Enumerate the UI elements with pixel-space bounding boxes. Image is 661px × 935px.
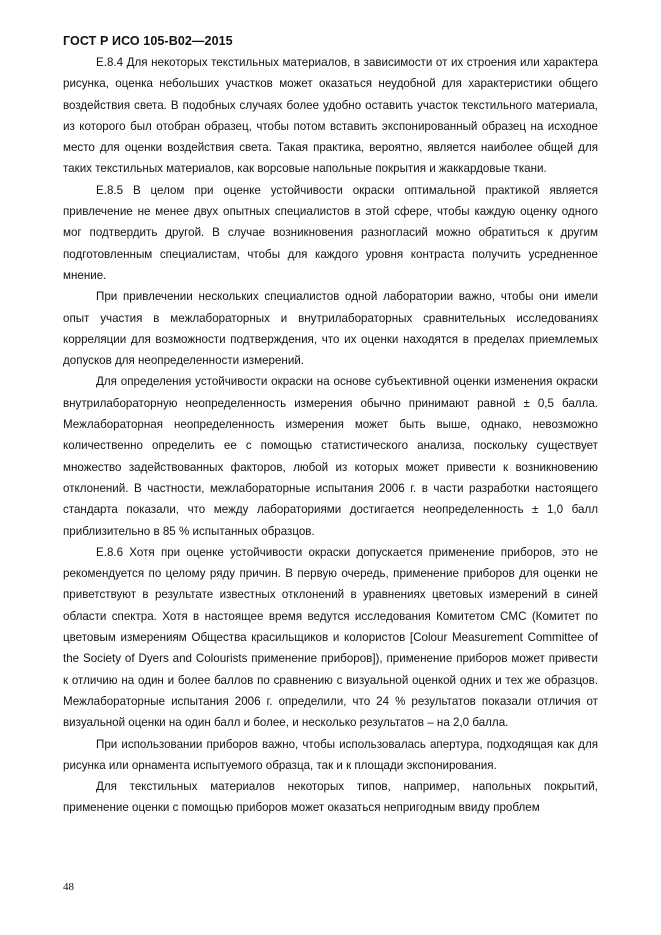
paragraph-multiple-specialists: При привлечении нескольких специалистов одной лаборатории важно, чтобы они имели опыт участия в межлабораторных и внутрилабораторных сравнительных исследованиях корреляции для возможности подтверждения, что их оценки находятся в пределах приемлемых допусков для неопределенности измерений. — [63, 290, 598, 368]
paragraph-e-8-5: E.8.5 В целом при оценке устойчивости окраски оптимальной практикой является привлечение не менее двух опытных специалистов в этой сфере, чтобы каждую оценку одного мог подтвердить другой. В случае возникновения разногласий можно обратиться к другим подготовленным специалистам, чтобы для каждого уровня контраста получить усредненное мнение. — [63, 183, 598, 282]
paragraph-floor-coverings: Для текстильных материалов некоторых типов, например, напольных покрытий, применение оценки с помощью приборов может оказаться непригодным ввиду проблем — [63, 780, 598, 815]
paragraph-measurement-uncertainty: Для определения устойчивости окраски на основе субъективной оценки изменения окраски внутрилабораторную неопределенность измерения обычно принимают равной ± 0,5 балла. Межлабораторная неопределенность измерения может быть выше, однако, невозможно количественно определить ее с помощью статистического анализа, поскольку существует множество задействованных факторов, любой из которых может привести к возникновению отклонений. В частности, межлабораторные испытания 2006 г. в части разработки настоящего стандарта показали, что между лабораториями достигается неопределенность ± 1,0 балл приблизительно в 85 % испытанных образцов. — [63, 375, 598, 538]
paragraph-e-8-4: E.8.4 Для некоторых текстильных материалов, в зависимости от их строения или характера рисунка, оценка небольших участков может оказаться неудобной для характеристики общего воздействия света. В подобных случаях более удобно оставить участок текстильного материала, из которого был отобран образец, чтобы потом вставить экспонированный образец на исходное место для оценки воздействия света. Такая практика, вероятно, является наиболее общей для таких текстильных материалов, как ворсовые напольные покрытия и жаккардовые ткани. — [63, 56, 598, 176]
page-number: 48 — [63, 881, 74, 893]
paragraph-e-8-6: E.8.6 Хотя при оценке устойчивости окраски допускается применение приборов, это не рекомендуется по целому ряду причин. В первую очередь, применение приборов для оценки не приветствуют в результате известных отклонений в уравнениях цветовых измерений в синей области спектра. Хотя в настоящее время ведутся исследования Комитетом CMC (Комитет по цветовым измерениям Общества красильщиков и колористов [Colour Measurement Committee of the Society of Dyers and Colourists применение приборов]), применение приборов может привести к отличию на один и более баллов по сравнению с визуальной оценкой одних и тех же образцов. Межлабораторные испытания 2006 г. определили, что 24 % результатов показали отличия от визуальной оценки на один балл и более, и несколько результатов – на 2,0 балла. — [63, 545, 598, 730]
standard-code-header: ГОСТ Р ИСО 105-B02—2015 — [63, 34, 233, 48]
document-body — [63, 52, 598, 819]
paragraph-aperture: При использовании приборов важно, чтобы использовалась апертура, подходящая как для рисунка или орнамента испытуемого образца, так и к площади экспонирования. — [63, 737, 598, 772]
